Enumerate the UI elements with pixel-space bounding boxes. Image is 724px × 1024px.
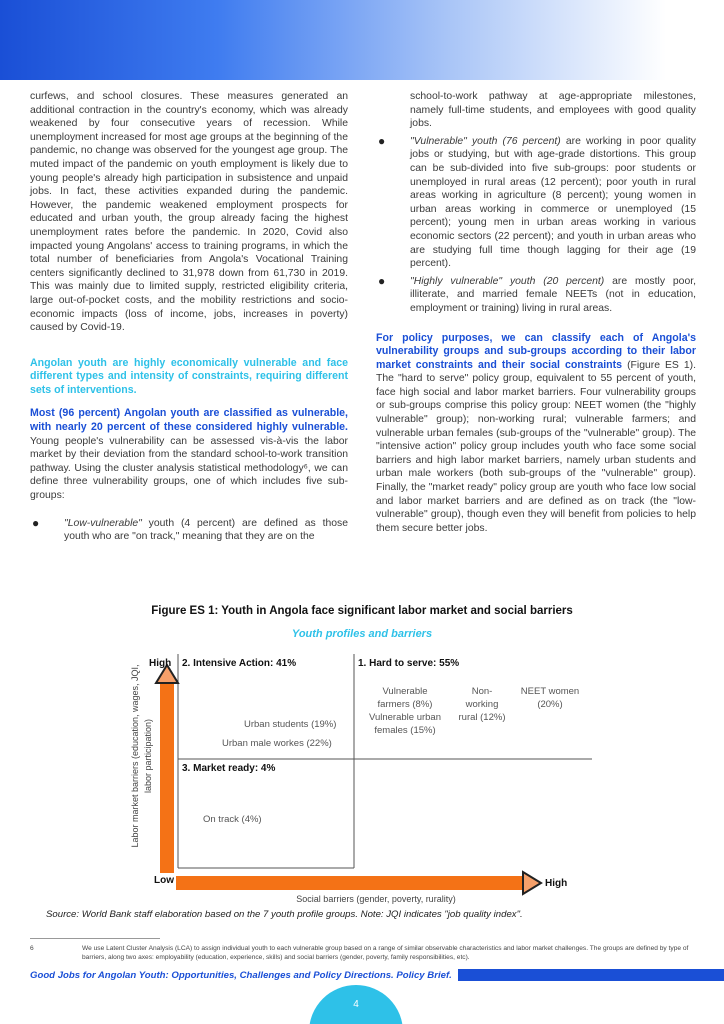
footnote-text: We use Latent Cluster Analysis (LCA) to assign individual youth to each vulnerable group based on a range of similar observable characteristics and labor market challenges. The groups are defined by type of barriers, along two axes: employability (education, experience, skills) and social barriers (gender, poverty, family responsibilities, etc). — [82, 945, 689, 961]
bullet-text: are mostly poor, illiterate, and married female NEETs (not in education, employment or training) living in rural areas. — [410, 275, 696, 314]
bullet-label: "Low-vulnerable" — [64, 517, 142, 529]
bullet-text: are working in poor quality jobs or studying, but with age-grade distortions. This group can be sub-divided into five sub-groups: poor students or unemployed in rural areas (12 percent); poor youth in rural areas working in agriculture (8 percent); young women in urban areas working in commerce or unemployed (15 percent); young men in urban areas working in various economic sectors (22 percent); and youth in urban areas who are studying full time though lagging for their age (19 percent). — [410, 135, 696, 270]
x-axis-label: Social barriers (gender, poverty, rurality) — [296, 894, 456, 904]
group-non-working-l3: rural (12%) — [458, 712, 506, 723]
x-axis-high-label: High — [545, 878, 568, 889]
bold-lead: Most (96 percent) Angolan youth are classified as vulnerable, with nearly 20 percent of these considered highly vulnerable. — [30, 407, 348, 434]
group-urban-students: Urban students (19%) — [244, 719, 337, 730]
figure-source-note: Source: World Bank staff elaboration based on the 7 youth profile groups. Note: JQI indicates "job quality index". — [46, 909, 523, 920]
group-non-working-l2: working — [465, 699, 499, 710]
quadrant-market-ready: 3. Market ready: 4% — [182, 763, 276, 774]
y-axis-label-line2: labor participation) — [143, 718, 153, 794]
bold-lead: For policy purposes, we can classify each of Angola's vulnerability groups and sub-groups according to their labor market constraints and their social constraints — [376, 331, 696, 371]
bullet-icon: ● — [32, 515, 40, 530]
group-vulnerable-farmers-l1: Vulnerable — [382, 686, 428, 697]
group-neet-l1: NEET women — [520, 686, 580, 697]
footnote — [30, 944, 690, 962]
list-item — [30, 517, 348, 544]
section-lead-heading: Angolan youth are highly economically vulnerable and face different types and intensity of constraints, requiring different sets of interventions. — [30, 356, 348, 396]
right-column — [376, 90, 696, 545]
bullet-label: "Highly vulnerable" youth (20 percent) — [410, 275, 605, 287]
group-vulnerable-urban-l1: Vulnerable urban — [368, 712, 442, 723]
x-axis-bar — [176, 876, 526, 890]
footnote-number: 6 — [30, 945, 34, 952]
bullet-text: youth (4 percent) are defined as those youth who are "on track," meaning that they are on the — [64, 517, 348, 543]
quadrant-intensive-action: 2. Intensive Action: 41% — [182, 658, 297, 669]
paragraph-text: (Figure ES 1). The "hard to serve" policy group, equivalent to 55 percent of youth, face high social and labor market barriers. Four vulnerability groups or sub-groups comprise this policy group: NEET women (the "highly vulnerable" group); non-working rural; vulnerable farmers; and vulnerable urban females (sub-groups of the "vulnerable" group). The "intensive action" policy group includes youth who face some social barriers and high labor market barriers, namely urban students and urban male workers (both sub-groups of the "vulnerable" group). Finally, the "market ready" policy group are youth who face low social and labor market barriers and are defined as on track (the "low-vulnerable" group), though even they will benefit from policies to help them secure better jobs. — [376, 359, 696, 534]
group-non-working-l1: Non- — [471, 686, 493, 697]
figure-quadrant-diagram — [0, 640, 724, 905]
bullet-list — [376, 135, 696, 316]
bullet-icon: ● — [378, 273, 386, 288]
bullet-icon: ● — [378, 133, 386, 148]
group-on-track: On track (4%) — [203, 814, 262, 825]
page-number-badge — [309, 985, 403, 1024]
body-paragraph — [376, 332, 696, 536]
y-axis-high-label: High — [149, 658, 172, 669]
list-item — [376, 275, 696, 316]
quadrant-hard-to-serve: 1. Hard to serve: 55% — [358, 658, 460, 669]
group-neet-l2: (20%) — [537, 699, 563, 710]
figure-title: Figure ES 1: Youth in Angola face significant labor market and social barriers — [151, 605, 573, 617]
page-number: 4 — [353, 999, 359, 1010]
left-column — [30, 90, 348, 548]
footer-bar — [458, 969, 724, 981]
x-axis-low-label: Low — [154, 875, 174, 886]
list-item — [376, 135, 696, 271]
y-axis-bar — [160, 681, 174, 873]
bullet-list — [30, 517, 348, 544]
paragraph-text: Young people's vulnerability can be assessed vis-à-vis the labor market by their deviation from the standard school-to-work transition pathway. Using the cluster analysis statistical methodology⁶, we can define three vulnerability groups, one of which includes five sub-groups: — [30, 435, 348, 502]
group-vulnerable-urban-l2: females (15%) — [374, 725, 436, 736]
footer-title: Good Jobs for Angolan Youth: Opportunities, Challenges and Policy Directions. Policy Brief. — [30, 970, 452, 981]
x-axis-arrow-icon — [523, 872, 541, 894]
footnote-divider — [30, 938, 160, 939]
y-axis-label-line1: Labor market barriers (education, wages, JQI, — [130, 664, 140, 848]
group-vulnerable-farmers-l2: farmers (8%) — [377, 699, 433, 710]
group-urban-male: Urban male workes (22%) — [222, 738, 332, 749]
bullet-label: "Vulnerable" youth (76 percent) — [410, 135, 561, 147]
body-paragraph: curfews, and school closures. These measures generated an additional contraction in the country's economy, which was already weakened by four consecutive years of recession. While unemployment increased for most age groups at the beginning of the pandemic, no change was observed for the youngest age group. The muted impact of the pandemic on youth employment is likely due to young people's already high participation in subsistence and unpaid jobs. In fact, these activities expanded during the pandemic. However, the pandemic weakened employment prospects for educated and urban youth, the group already facing the highest unemployment rates before the pandemic. In 2020, Covid also impacted young Angolans' access to training programs, in which the total number of beneficiaries from Angola's Vocational Training centers significantly declined to 31,978 down from 61,730 in 2019. This was mainly due to limited supply, restricted eligibility criteria, large out-of-pocket costs, and the mobility restrictions and socio-economic impacts (loss of income, jobs, increases in poverty) caused by Covid-19. — [30, 91, 348, 334]
figure-subtitle: Youth profiles and barriers — [291, 628, 433, 640]
header-gradient-band — [0, 0, 724, 80]
y-axis-label — [130, 664, 153, 847]
body-paragraph — [30, 407, 348, 502]
bullet-continuation: school-to-work pathway at age-appropriate milestones, namely full-time students, and employees with good quality jobs. — [410, 91, 696, 130]
